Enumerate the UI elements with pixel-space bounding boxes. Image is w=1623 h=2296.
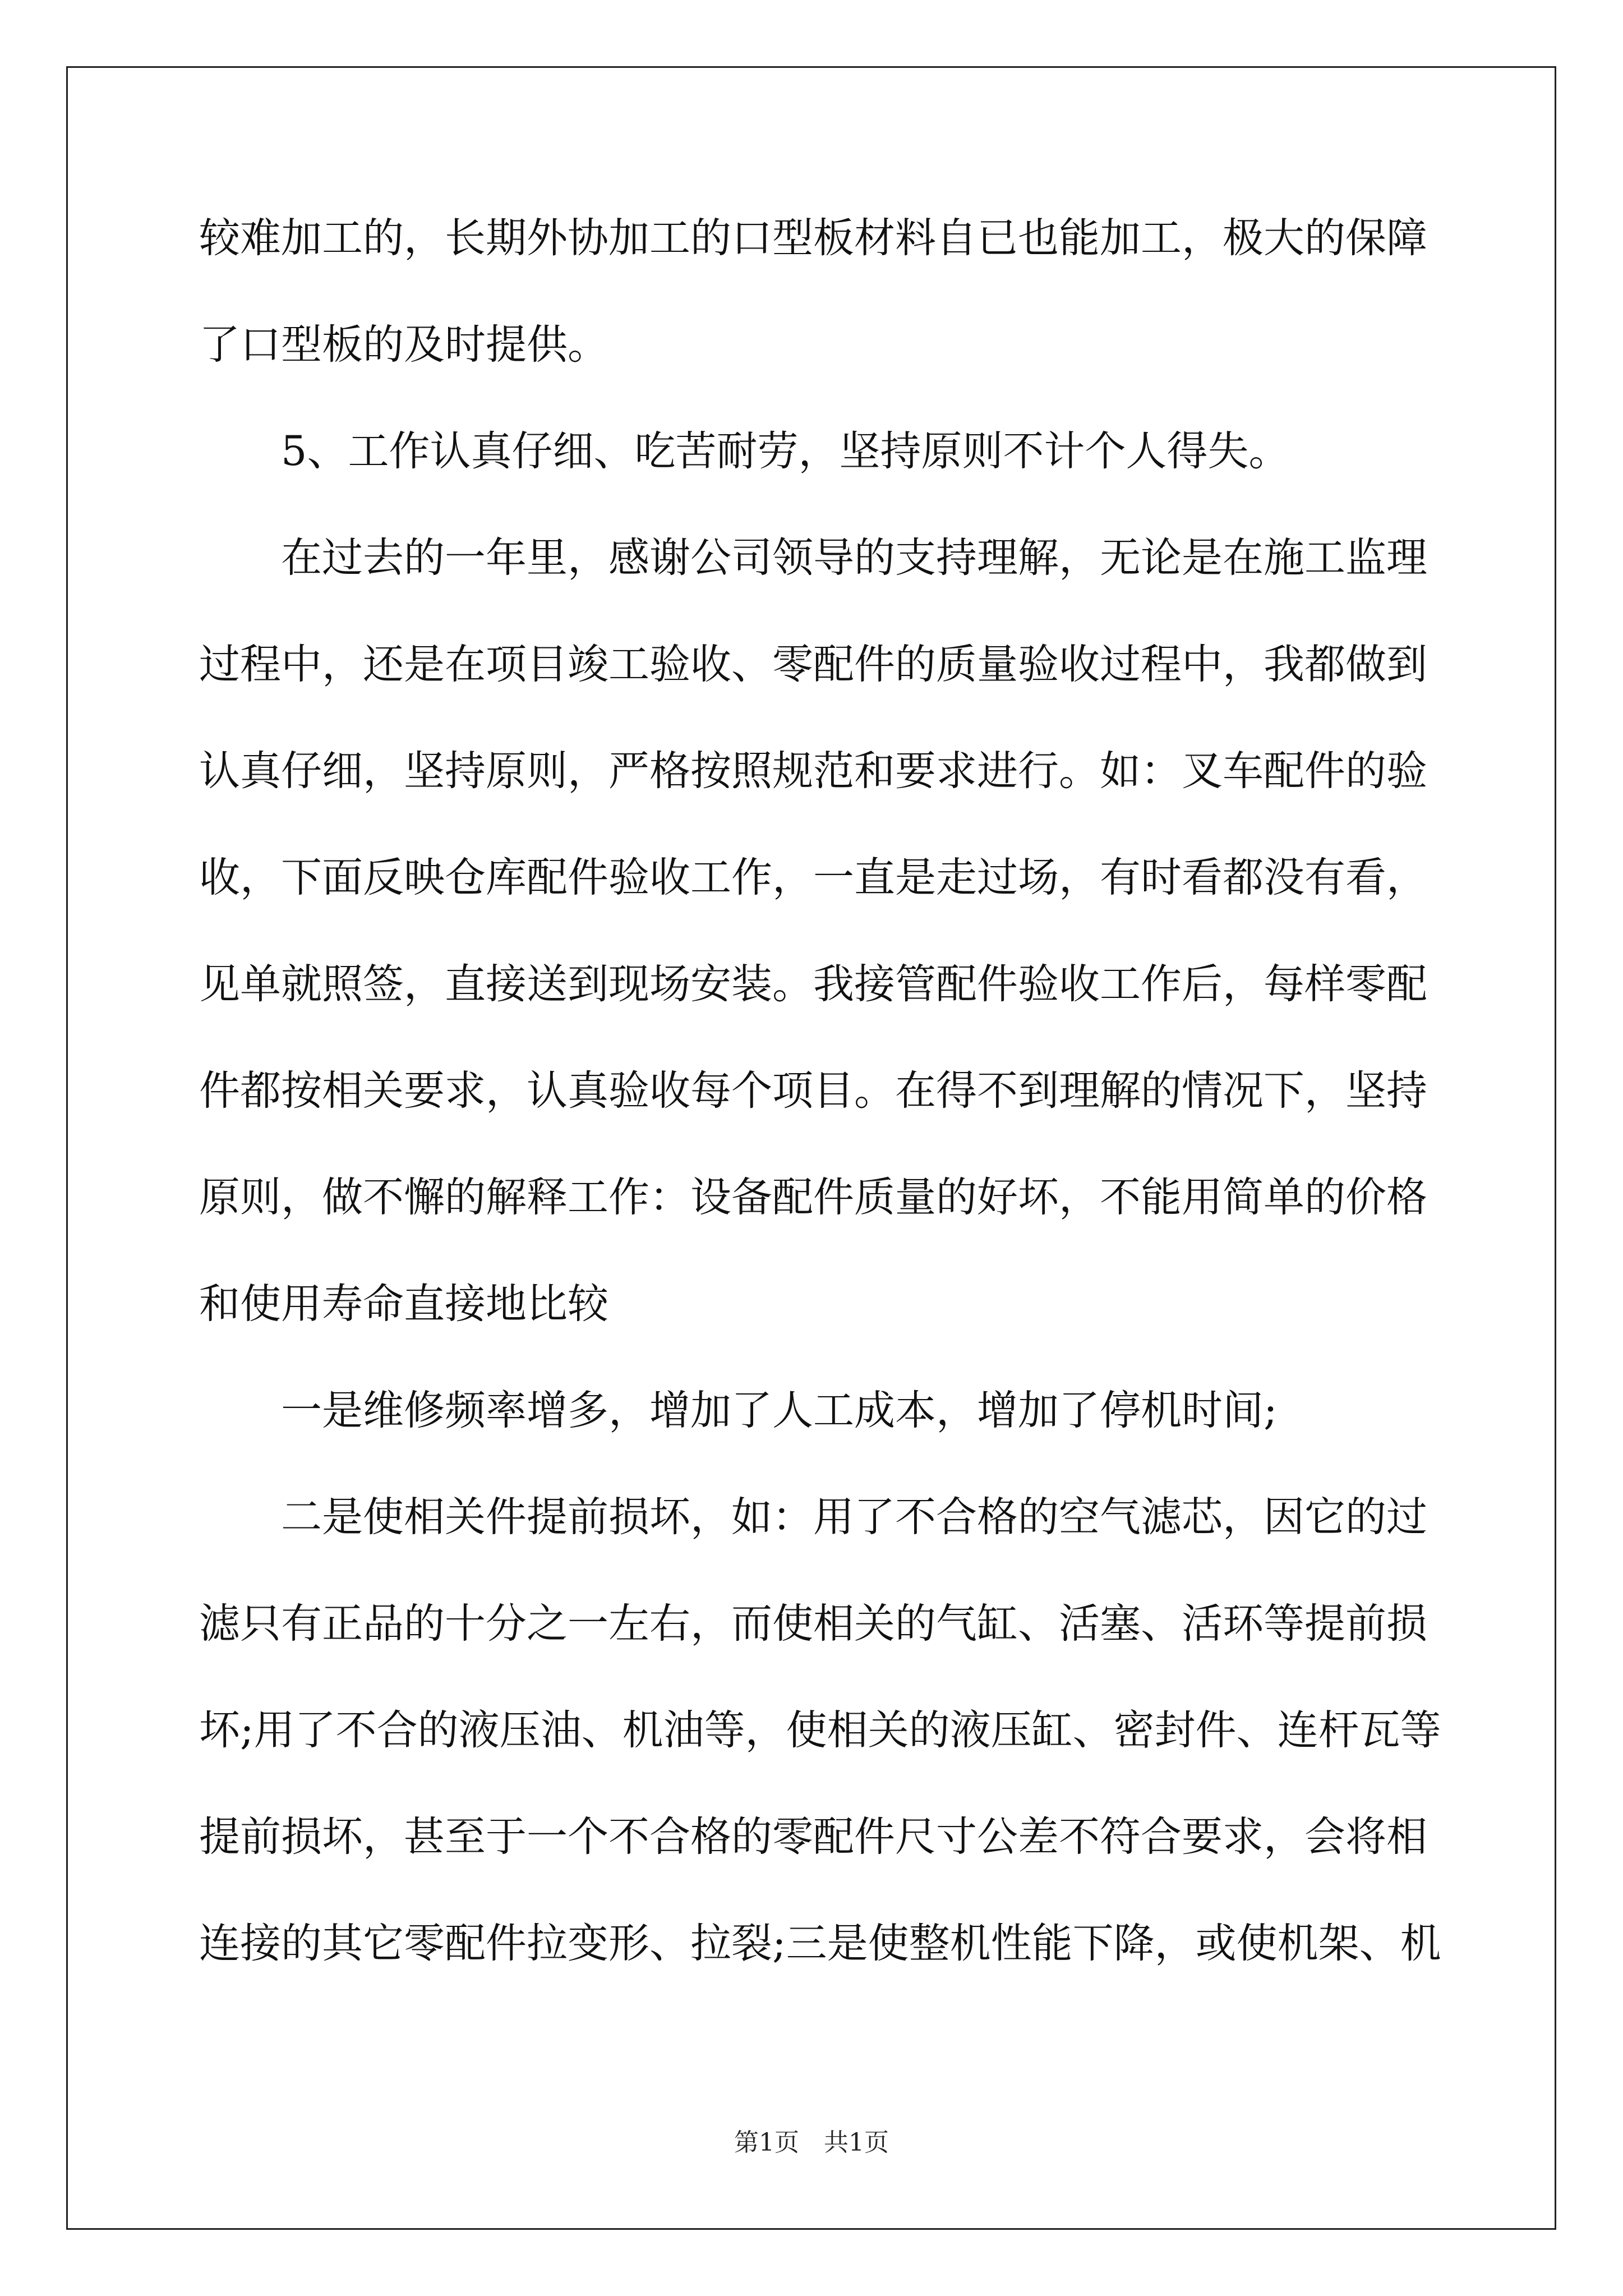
text-line: 了口型板的及时提供。 [199, 321, 608, 369]
page-border [66, 66, 1556, 2230]
text-line: 收，下面反映仓库配件验收工作，一直是走过场，有时看都没有看， [199, 854, 1427, 901]
page-number-footer: 第1页 共1页 [734, 2128, 889, 2157]
text-line: 和使用寿命直接地比较 [199, 1280, 608, 1328]
text-line: 见单就照签，直接送到现场安装。我接管配件验收工作后，每样零配 [199, 960, 1427, 1008]
text-line: 过程中，还是在项目竣工验收、零配件的质量验收过程中，我都做到 [199, 641, 1427, 688]
text-line: 认真仔细，坚持原则，严格按照规范和要求进行。如：叉车配件的验 [199, 747, 1427, 795]
text-line: 连接的其它零配件拉变形、拉裂;三是使整机性能下降，或使机架、机 [199, 1920, 1441, 1967]
text-line: 坏;用了不合的液压油、机油等，使相关的液压缸、密封件、连杆瓦等 [199, 1706, 1441, 1754]
text-line: 一是维修频率增多，增加了人工成本，增加了停机时间; [281, 1387, 1278, 1434]
text-line: 提前损坏，甚至于一个不合格的零配件尺寸公差不符合要求，会将相 [199, 1813, 1427, 1861]
text-line: 在过去的一年里，感谢公司领导的支持理解，无论是在施工监理 [281, 534, 1427, 582]
text-line: 二是使相关件提前损坏，如：用了不合格的空气滤芯，因它的过 [281, 1493, 1427, 1541]
text-line: 5、工作认真仔细、吃苦耐劳，坚持原则不计个人得失。 [281, 427, 1290, 475]
text-line: 较难加工的，长期外协加工的口型板材料自已也能加工，极大的保障 [199, 214, 1427, 262]
text-line: 原则，做不懈的解释工作：设备配件质量的好坏，不能用简单的价格 [199, 1174, 1427, 1221]
text-line: 件都按相关要求，认真验收每个项目。在得不到理解的情况下，坚持 [199, 1067, 1427, 1115]
text-line: 滤只有正品的十分之一左右，而使相关的气缸、活塞、活环等提前损 [199, 1600, 1427, 1648]
